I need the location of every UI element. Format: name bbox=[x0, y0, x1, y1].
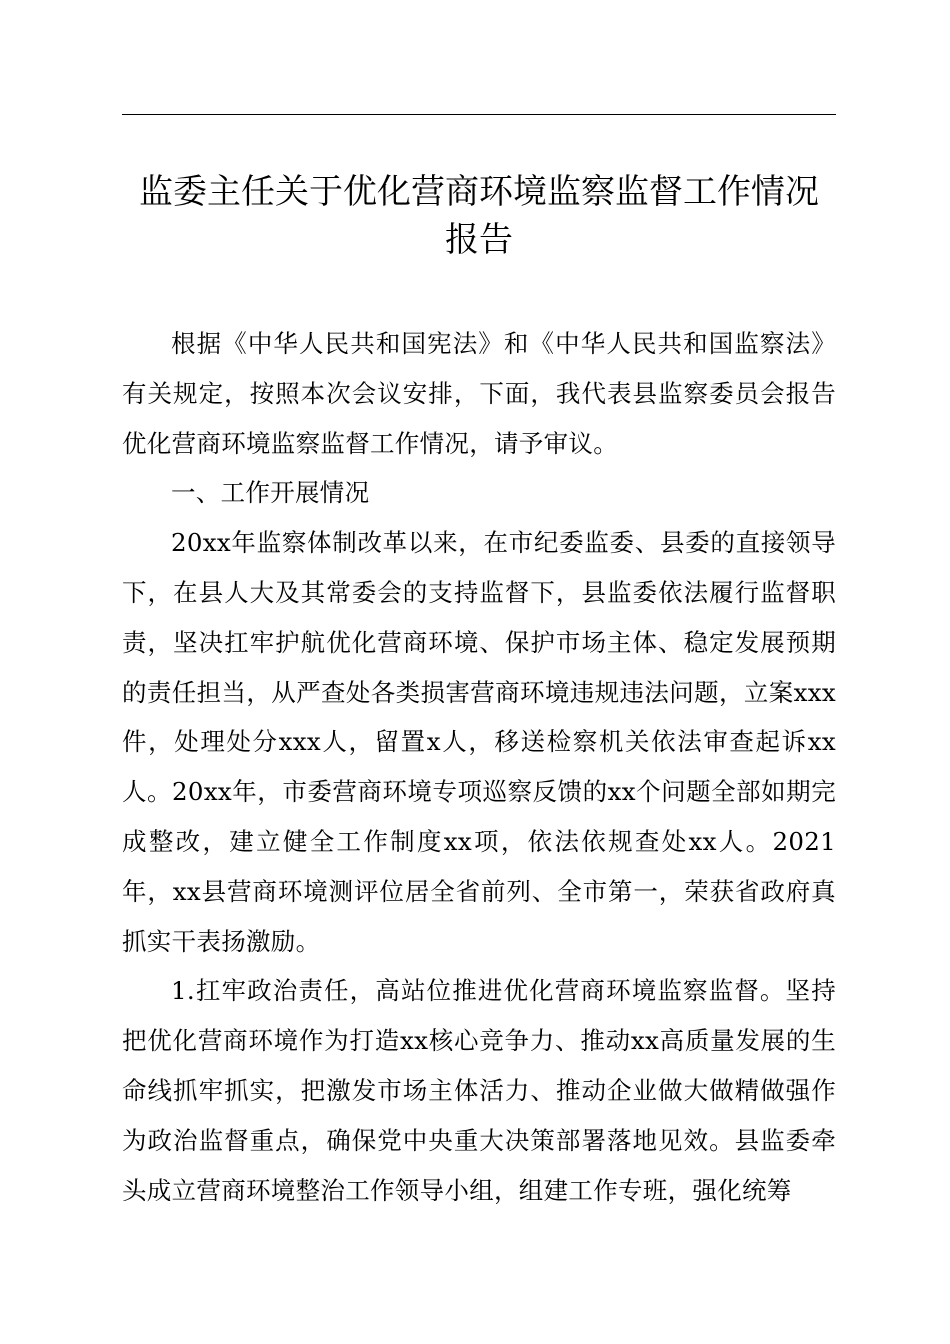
section-heading: 一、工作开展情况 bbox=[171, 478, 370, 508]
paragraph-overview: 20xx年监察体制改革以来，在市纪委监委、县委的直接领导下，在县人大及其常委会的支持监督下，县监委依法履行监督职责，坚决扛牢护航优化营商环境、保护市场主体、稳定发展预期的责任担当，从严查处各类损害营商环境违规违法问题，立案xxx件，处理处分xxx人，留置x人，移送检察机关依法审查起诉xx人。20xx年，市委营商环境专项巡察反馈的xx个问题全部如期完成整改，建立健全工作制度xx项，依法依规查处xx人。2021年，xx县营商环境测评位居全省前列、全市第一，荣获省政府真抓实干表扬激励。 bbox=[122, 528, 836, 956]
document-title bbox=[122, 168, 836, 264]
document-body bbox=[122, 319, 836, 1215]
paragraph-intro: 根据《中华人民共和国宪法》和《中华人民共和国监察法》有关规定，按照本次会议安排，下面，我代表县监察委员会报告优化营商环境监察监督工作情况，请予审议。 bbox=[122, 329, 836, 458]
header-rule bbox=[122, 114, 836, 115]
title-line-2: 报告 bbox=[445, 220, 513, 260]
title-line-1: 监委主任关于优化营商环境监察监督工作情况 bbox=[139, 172, 819, 212]
paragraph-point-1: 1.扛牢政治责任，高站位推进优化营商环境监察监督。坚持把优化营商环境作为打造xx核心竞争力、推动xx高质量发展的生命线抓牢抓实，把激发市场主体活力、推动企业做大做精做强作为政治监督重点，确保党中央重大决策部署落地见效。县监委牵头成立营商环境整治工作领导小组，组建工作专班，强化统筹 bbox=[122, 976, 836, 1205]
